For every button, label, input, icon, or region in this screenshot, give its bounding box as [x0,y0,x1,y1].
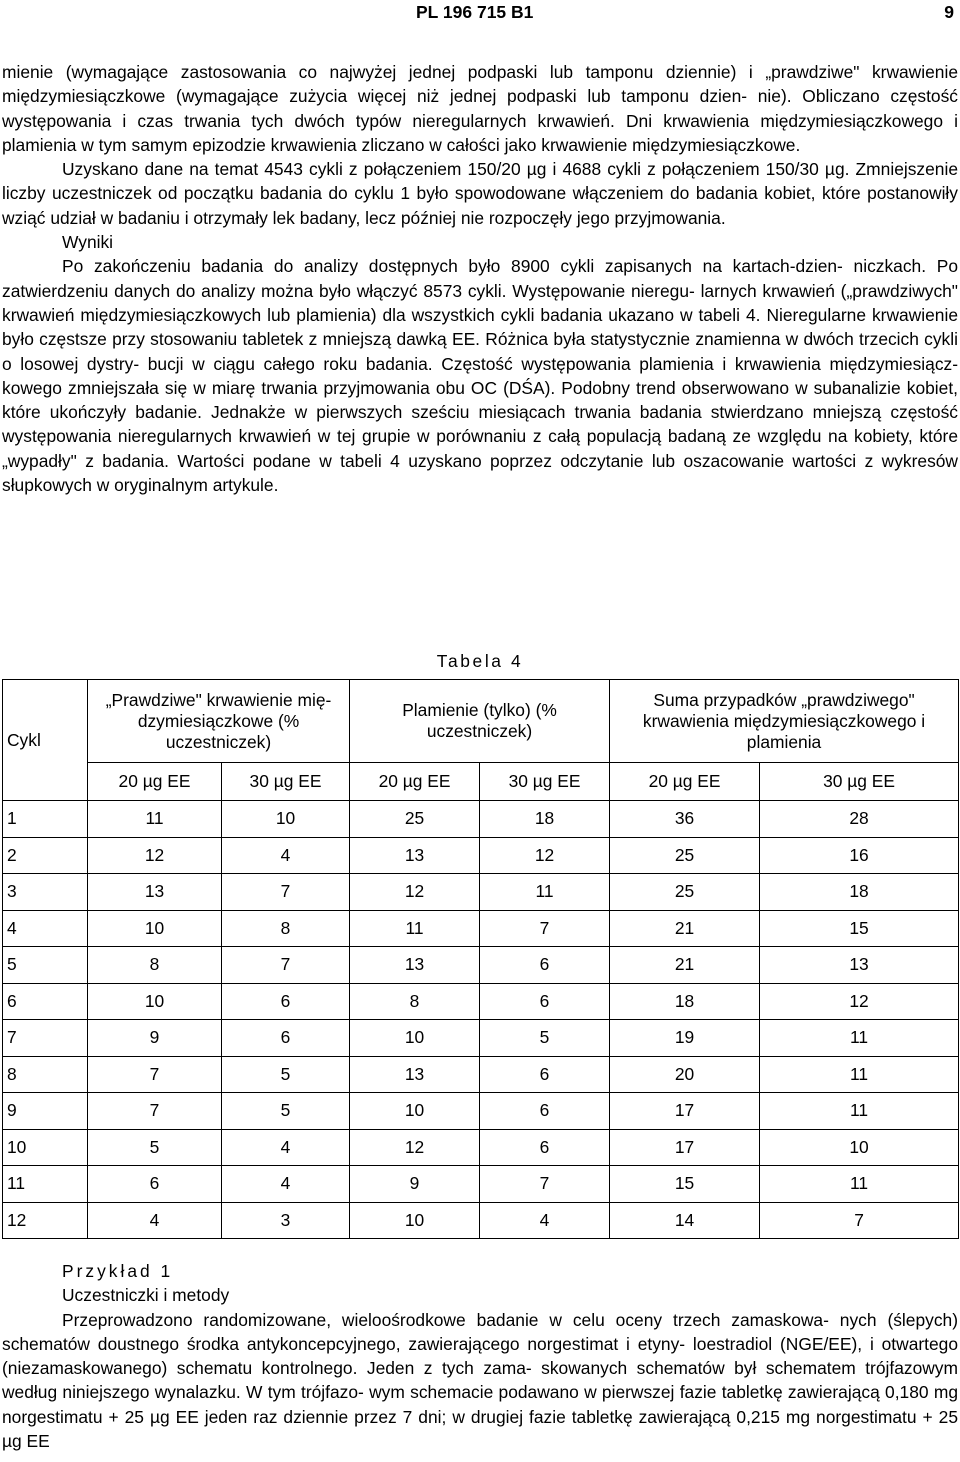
page-header [0,0,960,34]
cell-value: 12 [760,983,959,1020]
cell-value: 5 [88,1129,222,1166]
cell-value: 21 [610,947,760,984]
table-row [3,837,959,874]
cell-value: 14 [610,1202,760,1239]
cell-value: 18 [480,801,610,838]
table-row [3,1056,959,1093]
cell-value: 17 [610,1129,760,1166]
cell-value: 6 [222,1020,350,1057]
cell-value: 4 [480,1202,610,1239]
cell-value: 25 [350,801,480,838]
cell-value: 4 [222,1129,350,1166]
cell-value: 6 [480,1056,610,1093]
cell-value: 6 [222,983,350,1020]
cell-value: 12 [88,837,222,874]
table-body [3,801,959,1239]
cell-value: 7 [480,910,610,947]
section-heading-results: Wyniki [62,232,114,253]
table-row [3,874,959,911]
cell-value: 12 [350,874,480,911]
cell-value: 10 [350,1093,480,1130]
cell-value: 13 [88,874,222,911]
table-4 [2,679,959,1239]
column-header-cycle: Cykl [3,680,88,801]
cell-value: 11 [760,1093,959,1130]
cell-value: 6 [480,1093,610,1130]
cell-value: 13 [350,947,480,984]
cell-value: 7 [480,1166,610,1203]
cell-value: 3 [222,1202,350,1239]
cell-value: 10 [350,1202,480,1239]
cell-value: 6 [480,983,610,1020]
cell-value: 7 [88,1056,222,1093]
table-caption: Tabela 4 [436,651,524,671]
cell-cycle: 11 [3,1166,88,1203]
cell-value: 13 [760,947,959,984]
cell-value: 7 [88,1093,222,1130]
table-row [3,1129,959,1166]
cell-value: 18 [760,874,959,911]
cell-value: 15 [760,910,959,947]
example-heading: Przykład 1 [62,1261,174,1281]
cell-value: 17 [610,1093,760,1130]
cell-value: 4 [222,1166,350,1203]
column-group-total: Suma przypadków „prawdziwego" krwawienia międzymiesiączkowego i plamienia [610,680,959,763]
cell-value: 11 [760,1056,959,1093]
cell-value: 8 [88,947,222,984]
cell-value: 18 [610,983,760,1020]
cell-value: 6 [480,947,610,984]
body-text-top [2,60,958,497]
cell-value: 12 [350,1129,480,1166]
cell-value: 11 [88,801,222,838]
paragraph-bleeding-definition: mienie (wymagające zastosowania co najwyżej jednej podpaski lub tamponu dziennie) i „prawdziwe" krwawienie międzymiesiączkowe (wymagające zużycia więcej niż jednej podpaski lub tamponu dzien- nie). Obliczano częstość występowania i czas trwania tych dwóch typów nieregularnych krwawień. Dni krwawienia międzymiesiączkowego i plamienia w tym samym epizodzie krwawienia zliczano w całości jako krwawienie międzymiesiączkowe. [2,62,958,155]
cell-value: 5 [222,1093,350,1130]
column-header-dose: 30 µg EE [760,763,959,801]
body-text-bottom [2,1259,958,1453]
cell-value: 36 [610,801,760,838]
cell-value: 28 [760,801,959,838]
cell-value: 20 [610,1056,760,1093]
cell-value: 11 [350,910,480,947]
column-group-breakthrough-bleeding: „Prawdziwe" krwawienie mię- dzymiesiączkowe (% uczestniczek) [88,680,350,763]
cell-cycle: 2 [3,837,88,874]
cell-value: 16 [760,837,959,874]
cell-value: 8 [350,983,480,1020]
cell-value: 10 [88,910,222,947]
cell-value: 5 [222,1056,350,1093]
cell-value: 10 [760,1129,959,1166]
column-header-dose: 20 µg EE [88,763,222,801]
cell-value: 25 [610,874,760,911]
cell-value: 25 [610,837,760,874]
paragraph-data-cycles: Uzyskano dane na temat 4543 cykli z połączeniem 150/20 µg i 4688 cykli z połączeniem 150/30 µg. Zmniejszenie liczby uczestniczek od początku badania do cyklu 1 było spowodowane włączeniem do badania kobiet, które postanowiły wziąć udział w badaniu i otrzymały lek badany, lecz później nie rozpoczęły jego przyjmowania. [2,159,958,228]
cell-value: 5 [480,1020,610,1057]
cell-value: 12 [480,837,610,874]
column-group-spotting: Plamienie (tylko) (% uczestniczek) [350,680,610,763]
cell-value: 11 [480,874,610,911]
cell-value: 10 [88,983,222,1020]
cell-value: 7 [222,947,350,984]
table-row [3,947,959,984]
cell-value: 13 [350,1056,480,1093]
cell-cycle: 4 [3,910,88,947]
cell-value: 7 [222,874,350,911]
table-row [3,1202,959,1239]
cell-cycle: 5 [3,947,88,984]
cell-cycle: 1 [3,801,88,838]
cell-value: 11 [760,1166,959,1203]
cell-value: 11 [760,1020,959,1057]
cell-value: 10 [222,801,350,838]
cell-cycle: 10 [3,1129,88,1166]
cell-value: 6 [88,1166,222,1203]
cell-value: 13 [350,837,480,874]
subheading-participants-methods: Uczestniczki i metody [62,1285,230,1306]
cell-value: 21 [610,910,760,947]
cell-value: 4 [88,1202,222,1239]
cell-cycle: 9 [3,1093,88,1130]
column-header-dose: 30 µg EE [222,763,350,801]
column-header-dose: 30 µg EE [480,763,610,801]
table-row [3,801,959,838]
cell-value: 10 [350,1020,480,1057]
cell-value: 9 [88,1020,222,1057]
cell-cycle: 8 [3,1056,88,1093]
column-header-dose: 20 µg EE [610,763,760,801]
table-row [3,1020,959,1057]
patent-number: PL 196 715 B1 [416,2,534,22]
cell-value: 6 [480,1129,610,1166]
table-row [3,1093,959,1130]
table-row [3,1166,959,1203]
cell-value: 15 [610,1166,760,1203]
paragraph-results: Po zakończeniu badania do analizy dostępnych było 8900 cykli zapisanych na kartach-dzien- niczkach. Po zatwierdzeniu danych do analizy można było włączyć 8573 cykli. Występowanie nieregu- larnych krwawień („prawdziwych" krwawień międzymiesiączkowych lub plamienia) dla wszystkich cykli badania ukazano w tabeli 4. Nieregularne krwawienie było częstsze przy stosowaniu tabletek z mniejszą dawką EE. Różnica była statystycznie znamienna w dwóch trzecich cykli o losowej dystry- bucji w ciągu całego roku badania. Częstość występowania plamienia i krwawienia międzymiesiącz- kowego zmniejszała się w miarę trwania przyjmowania obu OC (DŚA). Podobny trend obserwowano w subanalizie kobiet, które ukończyły badanie. Jednakże w pierwszych sześciu miesiącach trwania badania stwierdzano mniejszą częstość występowania nieregularnych krwawień w tej grupie w porównaniu z całą populacją badaną ze względu na kobiety, które „wypadły" z badania. Wartości podane w tabeli 4 uzyskano poprzez odczytanie lub oszacowanie wartości z wykresów słupkowych w oryginalnym artykule. [2,256,958,496]
cell-cycle: 3 [3,874,88,911]
cell-value: 4 [222,837,350,874]
column-header-dose: 20 µg EE [350,763,480,801]
cell-cycle: 7 [3,1020,88,1057]
table-row [3,910,959,947]
cell-value: 8 [222,910,350,947]
paragraph-methods: Przeprowadzono randomizowane, wieloośrodkowe badanie w celu oceny trzech zamaskowa- nych (ślepych) schematów doustnego środka antykoncepcyjnego, zawierającego norgestimat i etyny- loestradiol (NGE/EE), i otwartego (niezamaskowanego) schematu kontrolnego. Jeden z tych zama- skowanych schematów był schematem trójfazowym według niniejszego wynalazku. W tym trójfazo- wym schemacie podawano w pierwszej fazie tabletkę zawierającą 0,180 mg norgestimatu + 25 µg EE jeden raz dziennie przez 7 dni; w drugiej fazie tabletkę zawierającą 0,215 mg norgestimatu + 25 µg EE [2,1309,958,1452]
table-row [3,983,959,1020]
cell-cycle: 12 [3,1202,88,1239]
cell-value: 19 [610,1020,760,1057]
cell-cycle: 6 [3,983,88,1020]
cell-value: 9 [350,1166,480,1203]
cell-value: 7 [760,1202,959,1239]
page-number: 9 [944,2,954,22]
